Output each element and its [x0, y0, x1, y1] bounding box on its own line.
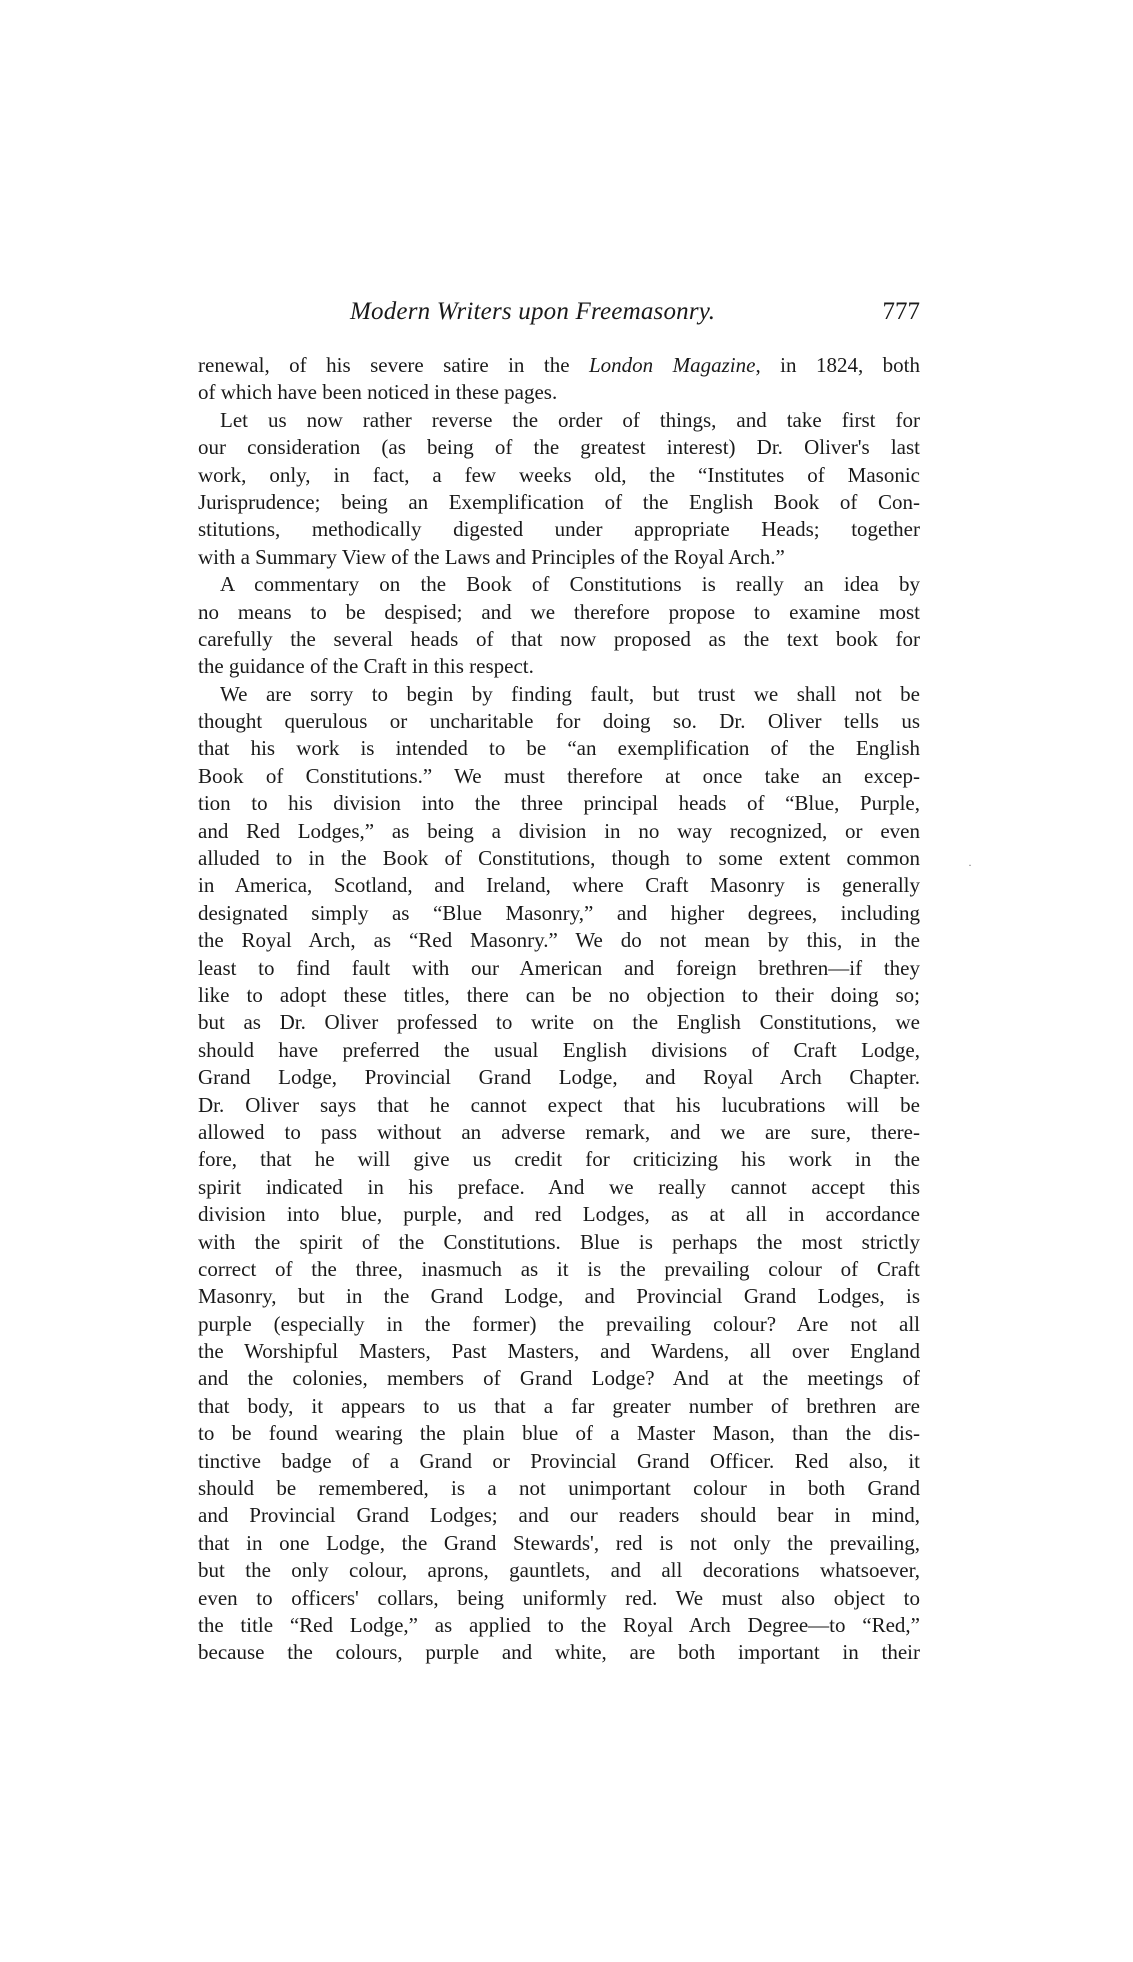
text-line: that body, it appears to us that a far greater number of brethren are: [198, 1393, 920, 1418]
text-line: tinctive badge of a Grand or Provincial Grand Officer. Red also, it: [198, 1448, 920, 1473]
text-line: with a Summary View of the Laws and Principles of the Royal Arch.”: [198, 544, 785, 569]
text-line: but as Dr. Oliver professed to write on the English Constitutions, we: [198, 1010, 920, 1035]
text-line: even to officers' collars, being uniformly red. We must also object to: [198, 1585, 920, 1610]
text-line: work, only, in fact, a few weeks old, the “Institutes of Masonic: [198, 462, 920, 487]
stray-mark: ·: [968, 858, 972, 872]
text-line: alluded to in the Book of Constitutions, though to some extent common: [198, 846, 920, 871]
text-line: our consideration (as being of the greatest interest) Dr. Oliver's last: [198, 435, 920, 460]
text-line: fore, that he will give us credit for criticizing his work in the: [198, 1147, 920, 1172]
text-line: division into blue, purple, and red Lodges, as at all in accordance: [198, 1202, 920, 1227]
text-line: the Worshipful Masters, Past Masters, and Wardens, all over England: [198, 1339, 920, 1364]
paragraph: [198, 681, 920, 1667]
text-line: A commentary on the Book of Constitutions is really an idea by: [220, 572, 920, 597]
text-line: because the colours, purple and white, are both important in their: [198, 1640, 920, 1665]
text-line: should have preferred the usual English divisions of Craft Lodge,: [198, 1037, 920, 1062]
text-line: designated simply as “Blue Masonry,” and higher degrees, including: [198, 900, 920, 925]
text-line: Let us now rather reverse the order of things, and take first for: [220, 407, 920, 432]
paragraph: [198, 571, 920, 681]
text-line: least to find fault with our American and foreign brethren—if they: [198, 955, 920, 980]
text-line: stitutions, methodically digested under appropriate Heads; together: [198, 517, 920, 542]
body-text: [198, 352, 920, 1667]
text-line: tion to his division into the three principal heads of “Blue, Purple,: [198, 791, 920, 816]
text-line: renewal, of his severe satire in the London Magazine, in 1824, both: [198, 353, 920, 377]
text-line: Masonry, but in the Grand Lodge, and Provincial Grand Lodges, is: [198, 1284, 920, 1309]
paragraph: [198, 352, 920, 407]
text-line: Grand Lodge, Provincial Grand Lodge, and Royal Arch Chapter.: [198, 1065, 920, 1090]
text-line: carefully the several heads of that now proposed as the text book for: [198, 626, 920, 651]
text-line: in America, Scotland, and Ireland, where Craft Masonry is generally: [198, 873, 920, 898]
text-line: no means to be despised; and we therefore propose to examine most: [198, 599, 920, 624]
running-title: Modern Writers upon Freemasonry.: [350, 298, 716, 325]
text-line: Dr. Oliver says that he cannot expect that his lucubrations will be: [198, 1092, 920, 1117]
text-line: correct of the three, inasmuch as it is the prevailing colour of Craft: [198, 1256, 920, 1281]
text-line: but the only colour, aprons, gauntlets, and all decorations whatsoever,: [198, 1558, 920, 1583]
text-line: the guidance of the Craft in this respect.: [198, 654, 534, 679]
running-head: [200, 298, 920, 332]
text-line: and Red Lodges,” as being a division in no way recognized, or even: [198, 818, 920, 843]
text-line: the title “Red Lodge,” as applied to the Royal Arch Degree—to “Red,”: [198, 1612, 920, 1637]
text-line: spirit indicated in his preface. And we really cannot accept this: [198, 1174, 920, 1199]
text-line: We are sorry to begin by finding fault, but trust we shall not be: [220, 681, 920, 706]
text-line: like to adopt these titles, there can be no objection to their doing so;: [198, 982, 920, 1007]
text-line: to be found wearing the plain blue of a Master Mason, than the dis-: [198, 1421, 920, 1446]
text-line: Jurisprudence; being an Exemplification of the English Book of Con-: [198, 489, 920, 514]
text-line: with the spirit of the Constitutions. Blue is perhaps the most strictly: [198, 1229, 920, 1254]
page-number: 777: [882, 298, 920, 325]
text-line: of which have been noticed in these pages.: [198, 380, 558, 405]
text-line: Book of Constitutions.” We must therefore at once take an excep-: [198, 763, 920, 788]
text-line: thought querulous or uncharitable for doing so. Dr. Oliver tells us: [198, 709, 920, 734]
text-line: should be remembered, is a not unimportant colour in both Grand: [198, 1476, 920, 1501]
text-line: allowed to pass without an adverse remark, and we are sure, there-: [198, 1119, 920, 1144]
text-line: purple (especially in the former) the prevailing colour? Are not all: [198, 1311, 920, 1336]
paragraph: [198, 407, 920, 571]
text-line: the Royal Arch, as “Red Masonry.” We do not mean by this, in the: [198, 928, 920, 953]
text-line: and the colonies, members of Grand Lodge? And at the meetings of: [198, 1366, 920, 1391]
text-line: and Provincial Grand Lodges; and our readers should bear in mind,: [198, 1503, 920, 1528]
text-line: that in one Lodge, the Grand Stewards', red is not only the prevailing,: [198, 1530, 920, 1555]
text-line: that his work is intended to be “an exemplification of the English: [198, 736, 920, 761]
